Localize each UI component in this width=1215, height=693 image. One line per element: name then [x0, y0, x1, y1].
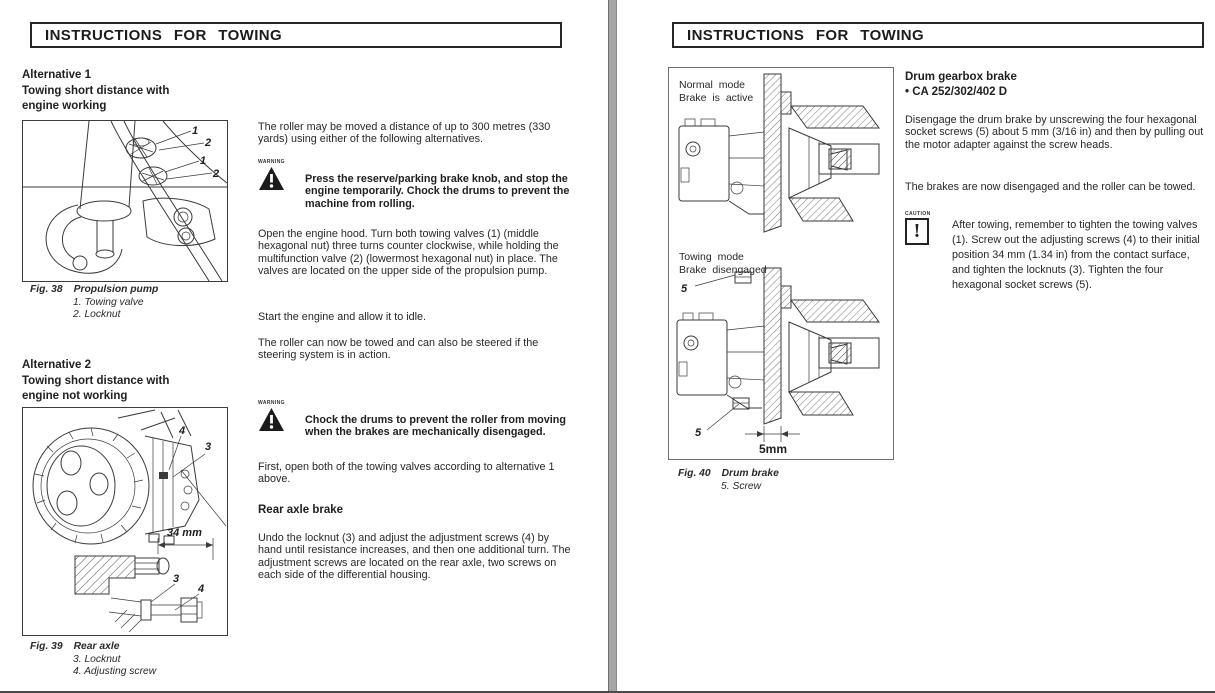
normal-mode-label: Normal mode Brake is active: [679, 79, 754, 104]
fig39-title: Rear axle: [73, 641, 120, 652]
fig38-item-2: 2. Locknut: [73, 309, 121, 320]
rear-axle-brake-heading: Rear axle brake: [258, 504, 344, 516]
paragraph-roller-distance: The roller may be moved a distance of up to 300 metres (330 yards) using either of the following alternatives.: [258, 121, 551, 146]
warning-block-2: [258, 400, 572, 456]
fig38-label: Fig. 38: [30, 284, 63, 295]
fig39-item-1: 3. Locknut: [73, 653, 121, 665]
towing-mode-label: Towing mode Brake disengaged: [679, 251, 767, 276]
rear-axle-drawing: [23, 408, 227, 635]
alternative-1-heading: Alternative 1 Towing short distance with engine working: [22, 69, 170, 112]
callout-2a: 2: [205, 137, 212, 149]
figure-38-propulsion-pump: [22, 120, 228, 282]
dimension-34mm: 34 mm: [167, 527, 202, 539]
warning-block-1: [258, 159, 572, 215]
callout-1a: 1: [192, 125, 199, 137]
caution-icon-label: CAUTION: [905, 211, 931, 217]
figure-38-caption: [30, 284, 158, 322]
callout-3b: 3: [173, 573, 180, 585]
warning-text-1: Press the reserve/parking brake knob, and stop the engine temporarily. Chock the drums to prevent the machine from rolling.: [305, 173, 570, 210]
left-page-title-box: [30, 22, 562, 48]
paragraph-disengage-brake: Disengage the drum brake by unscrewing the four hexagonal socket screws (5) about 5 mm (3/16 in) and then by pulling out the motor adapter against the screw heads.: [905, 114, 1204, 151]
alternative-2-heading: Alternative 2 Towing short distance with engine not working: [22, 359, 170, 402]
paragraph-undo-locknut: Undo the locknut (3) and adjust the adjustment screws (4) by hand until resistance increases, and then one additional turn. The adjustment screws are located on the rear axle, two screws on each side of the differential housing.: [258, 532, 571, 582]
fig40-title: Drum brake: [721, 468, 779, 479]
warning-text-2: Chock the drums to prevent the roller from moving when the brakes are mechanically disengaged.: [305, 414, 566, 439]
warning-icon-label: WARNING: [258, 400, 285, 406]
callout-5a: 5: [681, 283, 688, 295]
drum-gearbox-heading: Drum gearbox brake • CA 252/302/402 D: [905, 71, 1017, 98]
figure-40-drum-brake: [668, 67, 894, 460]
callout-2b: 2: [213, 168, 220, 180]
paragraph-first-open: First, open both of the towing valves according to alternative 1 above.: [258, 461, 555, 486]
caution-block: [905, 211, 1209, 301]
caution-text: After towing, remember to tighten the towing valves (1). Screw out the adjusting screws (4) to their initial position 34 mm (1.34 in) from the contact surface, and tighten the locknuts (3). Tighten the four hexagonal socket screws (5).: [952, 219, 1200, 291]
towing-mode-section: [677, 268, 879, 424]
paragraph-open-hood: Open the engine hood. Turn both towing valves (1) (middle hexagonal nut) three turns counter clockwise, while holding the multifunction valve (2) (lowermost hexagonal nut) in place. The valves are located on the upper side of the propulsion pump.: [258, 228, 559, 278]
figure-40-caption: [678, 468, 779, 493]
callout-4b: 4: [198, 583, 205, 595]
paragraph-brakes-disengaged: The brakes are now disengaged and the roller can be towed.: [905, 181, 1196, 193]
page-gutter: [608, 0, 617, 693]
fig39-item-2: 4. Adjusting screw: [73, 666, 157, 677]
callout-3a: 3: [205, 441, 212, 453]
propulsion-pump-drawing: [23, 121, 227, 281]
dimension-5mm: 5mm: [758, 442, 787, 456]
left-page-title: INSTRUCTIONS FOR TOWING: [45, 26, 283, 44]
paragraph-roller-towed: The roller can now be towed and can also be steered if the steering system is in action.: [258, 337, 539, 362]
warning-triangle-icon: [258, 166, 285, 191]
right-page-title-box: [672, 22, 1204, 48]
figure-39-rear-axle: [22, 407, 228, 636]
callout-1b: 1: [200, 155, 207, 167]
callout-4a: 4: [179, 425, 186, 437]
fig39-label: Fig. 39: [30, 641, 63, 652]
callout-5b: 5: [695, 427, 702, 439]
fig38-title: Propulsion pump: [73, 284, 159, 295]
right-page-title: INSTRUCTIONS FOR TOWING: [687, 26, 925, 44]
warning-icon-label: WARNING: [258, 159, 285, 165]
fig40-item-1: 5. Screw: [721, 480, 762, 492]
paragraph-start-engine: Start the engine and allow it to idle.: [258, 311, 427, 323]
warning-triangle-icon: [258, 407, 285, 432]
fig38-item-1: 1. Towing valve: [73, 296, 144, 308]
caution-exclamation-icon: !: [905, 218, 929, 245]
figure-39-caption: [30, 641, 156, 679]
fig40-label: Fig. 40: [678, 468, 711, 479]
